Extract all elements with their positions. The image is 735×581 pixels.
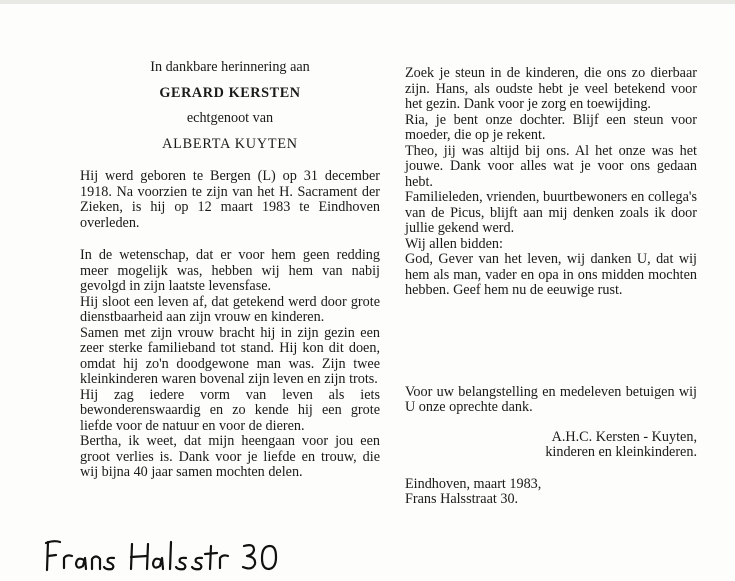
right-paragraph-4: Familieleden, vrienden, buurtbewoners en collega's van de Picus, blijft aan mij denken zoals ik door jullie gekend werd. [405,189,697,236]
right-paragraph-3: Theo, jij was altijd bij ons. Al het onze was het jouwe. Dank voor alles wat je voor ons gedaan hebt. [405,142,697,190]
deceased-name: GERARD KERSTEN [159,84,301,101]
right-paragraph-5: Wij allen bidden: [405,235,503,252]
left-paragraph-1: In de wetenschap, dat er voor hem geen redding meer mogelijk was, hebben wij hem van nabij gevolgd in zijn laatste levensfase. [80,247,380,294]
birth-paragraph: Hij werd geboren te Bergen (L) op 31 december 1918. Na voorzien te zijn van het H. Sacrament der Zieken, is hij op 12 maart 1983 te Eindhoven overleden. [80,168,380,231]
right-column [405,66,697,508]
right-paragraph-2: Ria, je bent onze dochter. Blijf een steun voor moeder, die op je rekent. [405,111,697,143]
handwriting-drawing [40,536,280,576]
intro-line: In dankbare herinnering aan [150,59,310,75]
place-date: Eindhoven, maart 1983, [405,475,542,492]
card-top-edge [0,0,735,4]
relation-line: echtgenoot van [186,110,274,126]
thanks-paragraph: Voor uw belangstelling en medeleven betuigen wij U onze oprechte dank. [405,383,697,415]
left-column [80,60,380,481]
right-paragraph-6: God, Gever van het leven, wij danken U, dat wij hem als man, vader en opa in ons midden mochten hebben. Geef hem nu de eeuwige rust. [405,251,697,298]
left-paragraph-2: Hij sloot een leven af, dat getekend werd door grote dienstbaarheid aan zijn vrouw en kinderen. [80,293,380,325]
handwritten-note [40,536,280,576]
left-paragraph-5: Bertha, ik weet, dat mijn heengaan voor jou een groot verlies is. Dank voor je liefde en trouw, die wij bijna 40 jaar samen mochten delen. [80,433,380,480]
signature-line-2: kinderen en kleinkinderen. [545,444,697,460]
left-paragraph-3: Samen met zijn vrouw bracht hij in zijn gezin een zeer sterke familieband tot stand. Hij kon dit doen, omdat hij zo'n doodgewone man was. Zijn twee kleinkinderen waren bovenal zijn leven en zijn trots. [80,324,380,387]
left-paragraph-4: Hij zag iedere vorm van leven als iets bewonderenswaardig en zo kende hij een grote liefde voor de natuur en voor de dieren. [80,386,380,434]
address-line: Frans Halsstraat 30. [405,491,519,507]
signature-line-1: A.H.C. Kersten - Kuyten, [551,428,697,445]
spouse-name: ALBERTA KUYTEN [162,135,298,152]
right-paragraph-1: Zoek je steun in de kinderen, die ons zo dierbaar zijn. Hans, als oudste hebt je veel betekend voor het gezin. Dank voor je zorg en toewijding. [405,65,697,112]
